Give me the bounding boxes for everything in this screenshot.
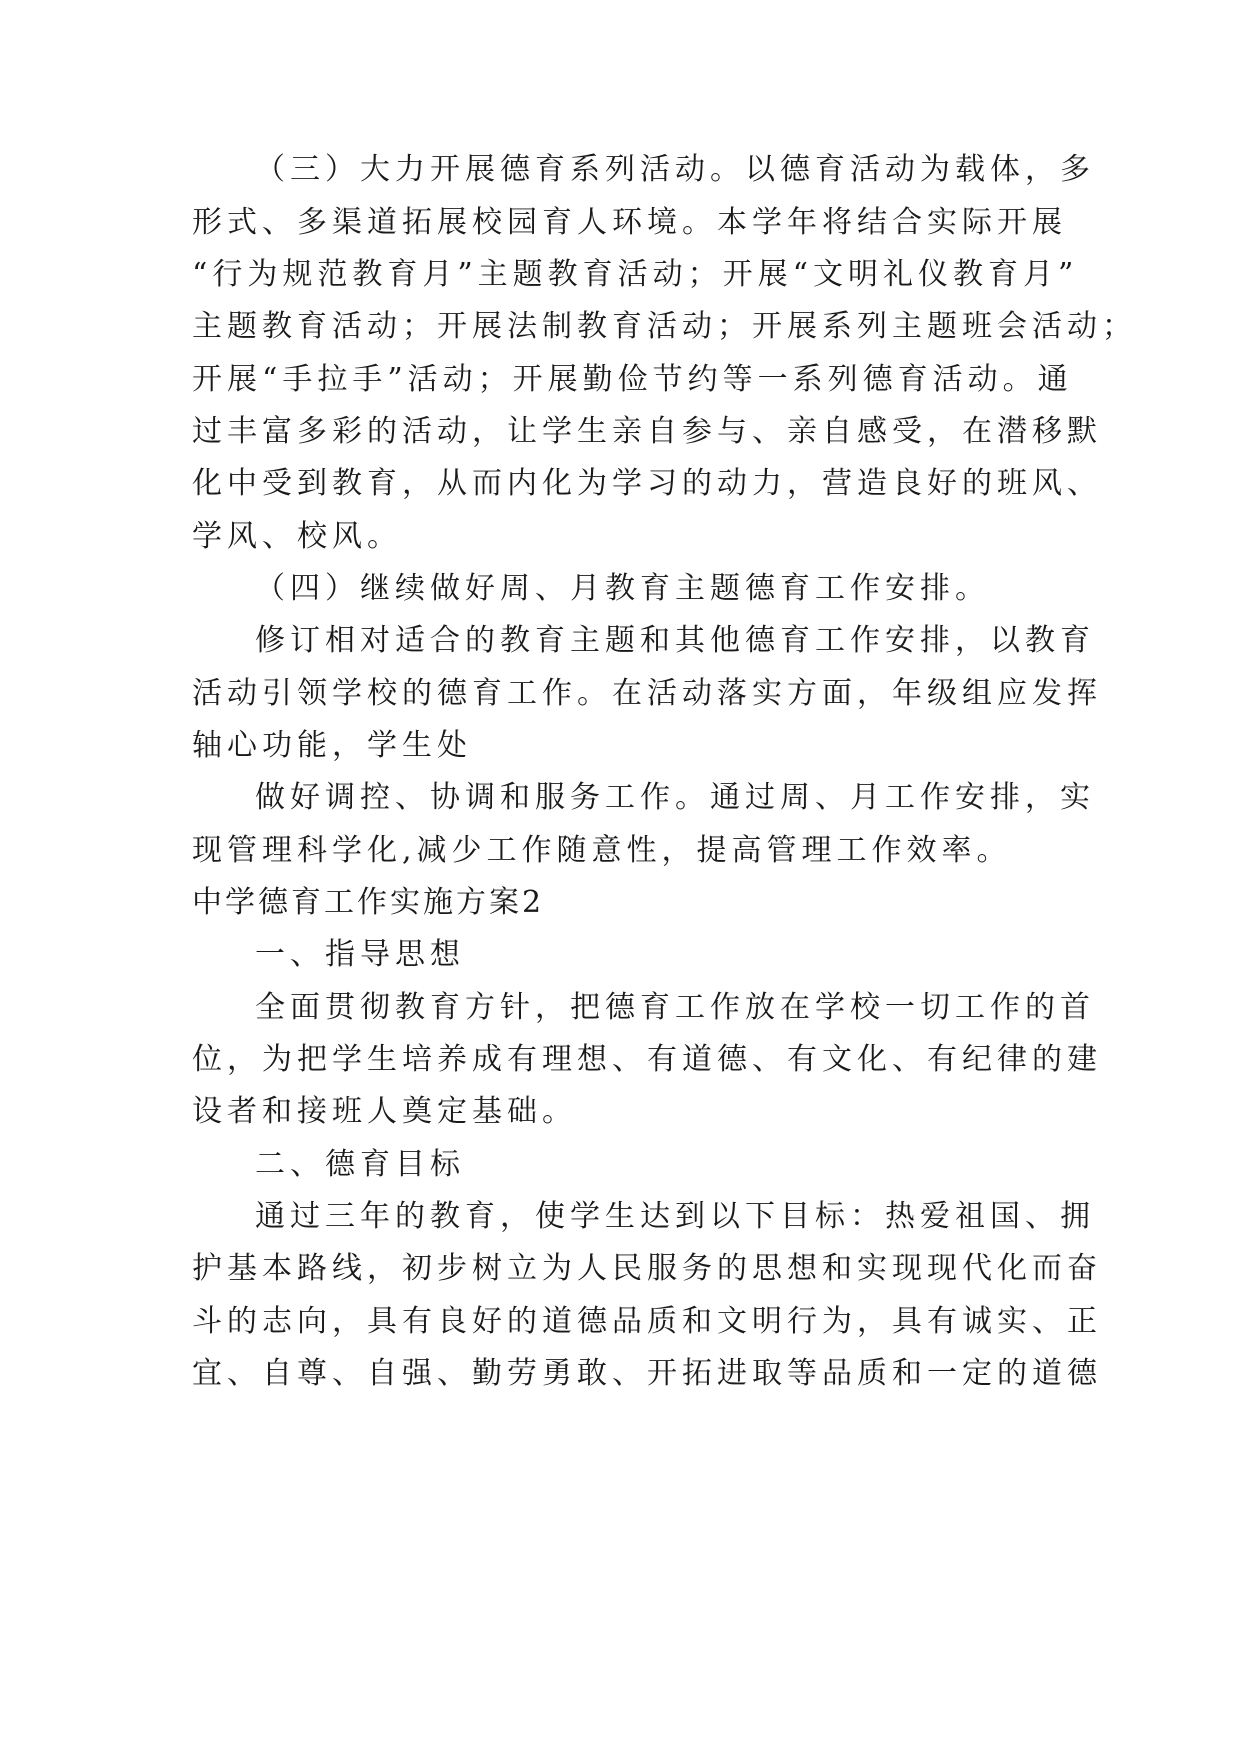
paragraph-line: 设者和接班人奠定基础。 [192,1094,577,1129]
paragraph-line: 过丰富多彩的活动，让学生亲自参与、亲自感受，在潜移默 [192,414,1102,449]
paragraph-line: “行为规范教育月”主题教育活动；开展“文明礼仪教育月” [192,257,1079,292]
paragraph-line: 现管理科学化,减少工作随意性，提高管理工作效率。 [192,833,1012,868]
paragraph-line: 做好调控、协调和服务工作。通过周、月工作安排，实 [255,780,1095,815]
paragraph-line: 形式、多渠道拓展校园育人环境。本学年将结合实际开展 [192,205,1067,240]
paragraph-line: 开展“手拉手”活动；开展勤俭节约等一系列德育活动。通 [192,362,1073,397]
paragraph-line: 护基本路线，初步树立为人民服务的思想和实现现代化而奋 [192,1251,1102,1286]
paragraph-line: 轴心功能，学生处 [192,728,472,763]
paragraph-line: 化中受到教育，从而内化为学习的动力，营造良好的班风、 [192,466,1102,501]
paragraph-line: 主题教育活动；开展法制教育活动；开展系列主题班会活动； [192,309,1137,344]
paragraph-line: 学风、校风。 [192,519,402,554]
paragraph-line: 修订相对适合的教育主题和其他德育工作安排，以教育 [255,623,1095,658]
document-title: 中学德育工作实施方案2 [192,885,545,920]
section-heading: （四）继续做好周、月教育主题德育工作安排。 [255,571,990,606]
paragraph-line: 位，为把学生培养成有理想、有道德、有文化、有纪律的建 [192,1042,1102,1077]
paragraph-line: 活动引领学校的德育工作。在活动落实方面，年级组应发挥 [192,676,1102,711]
paragraph-line: 斗的志向，具有良好的道德品质和文明行为，具有诚实、正 [192,1304,1102,1339]
paragraph-line: 全面贯彻教育方针，把德育工作放在学校一切工作的首 [255,990,1095,1025]
section-heading: 一、指导思想 [255,937,465,972]
paragraph-line: 通过三年的教育，使学生达到以下目标：热爱祖国、拥 [255,1199,1095,1234]
paragraph-line: 宜、自尊、自强、勤劳勇敢、开拓进取等品质和一定的道德 [192,1356,1102,1391]
paragraph-line: （三）大力开展德育系列活动。以德育活动为载体，多 [255,152,1095,187]
section-heading: 二、德育目标 [255,1147,465,1182]
